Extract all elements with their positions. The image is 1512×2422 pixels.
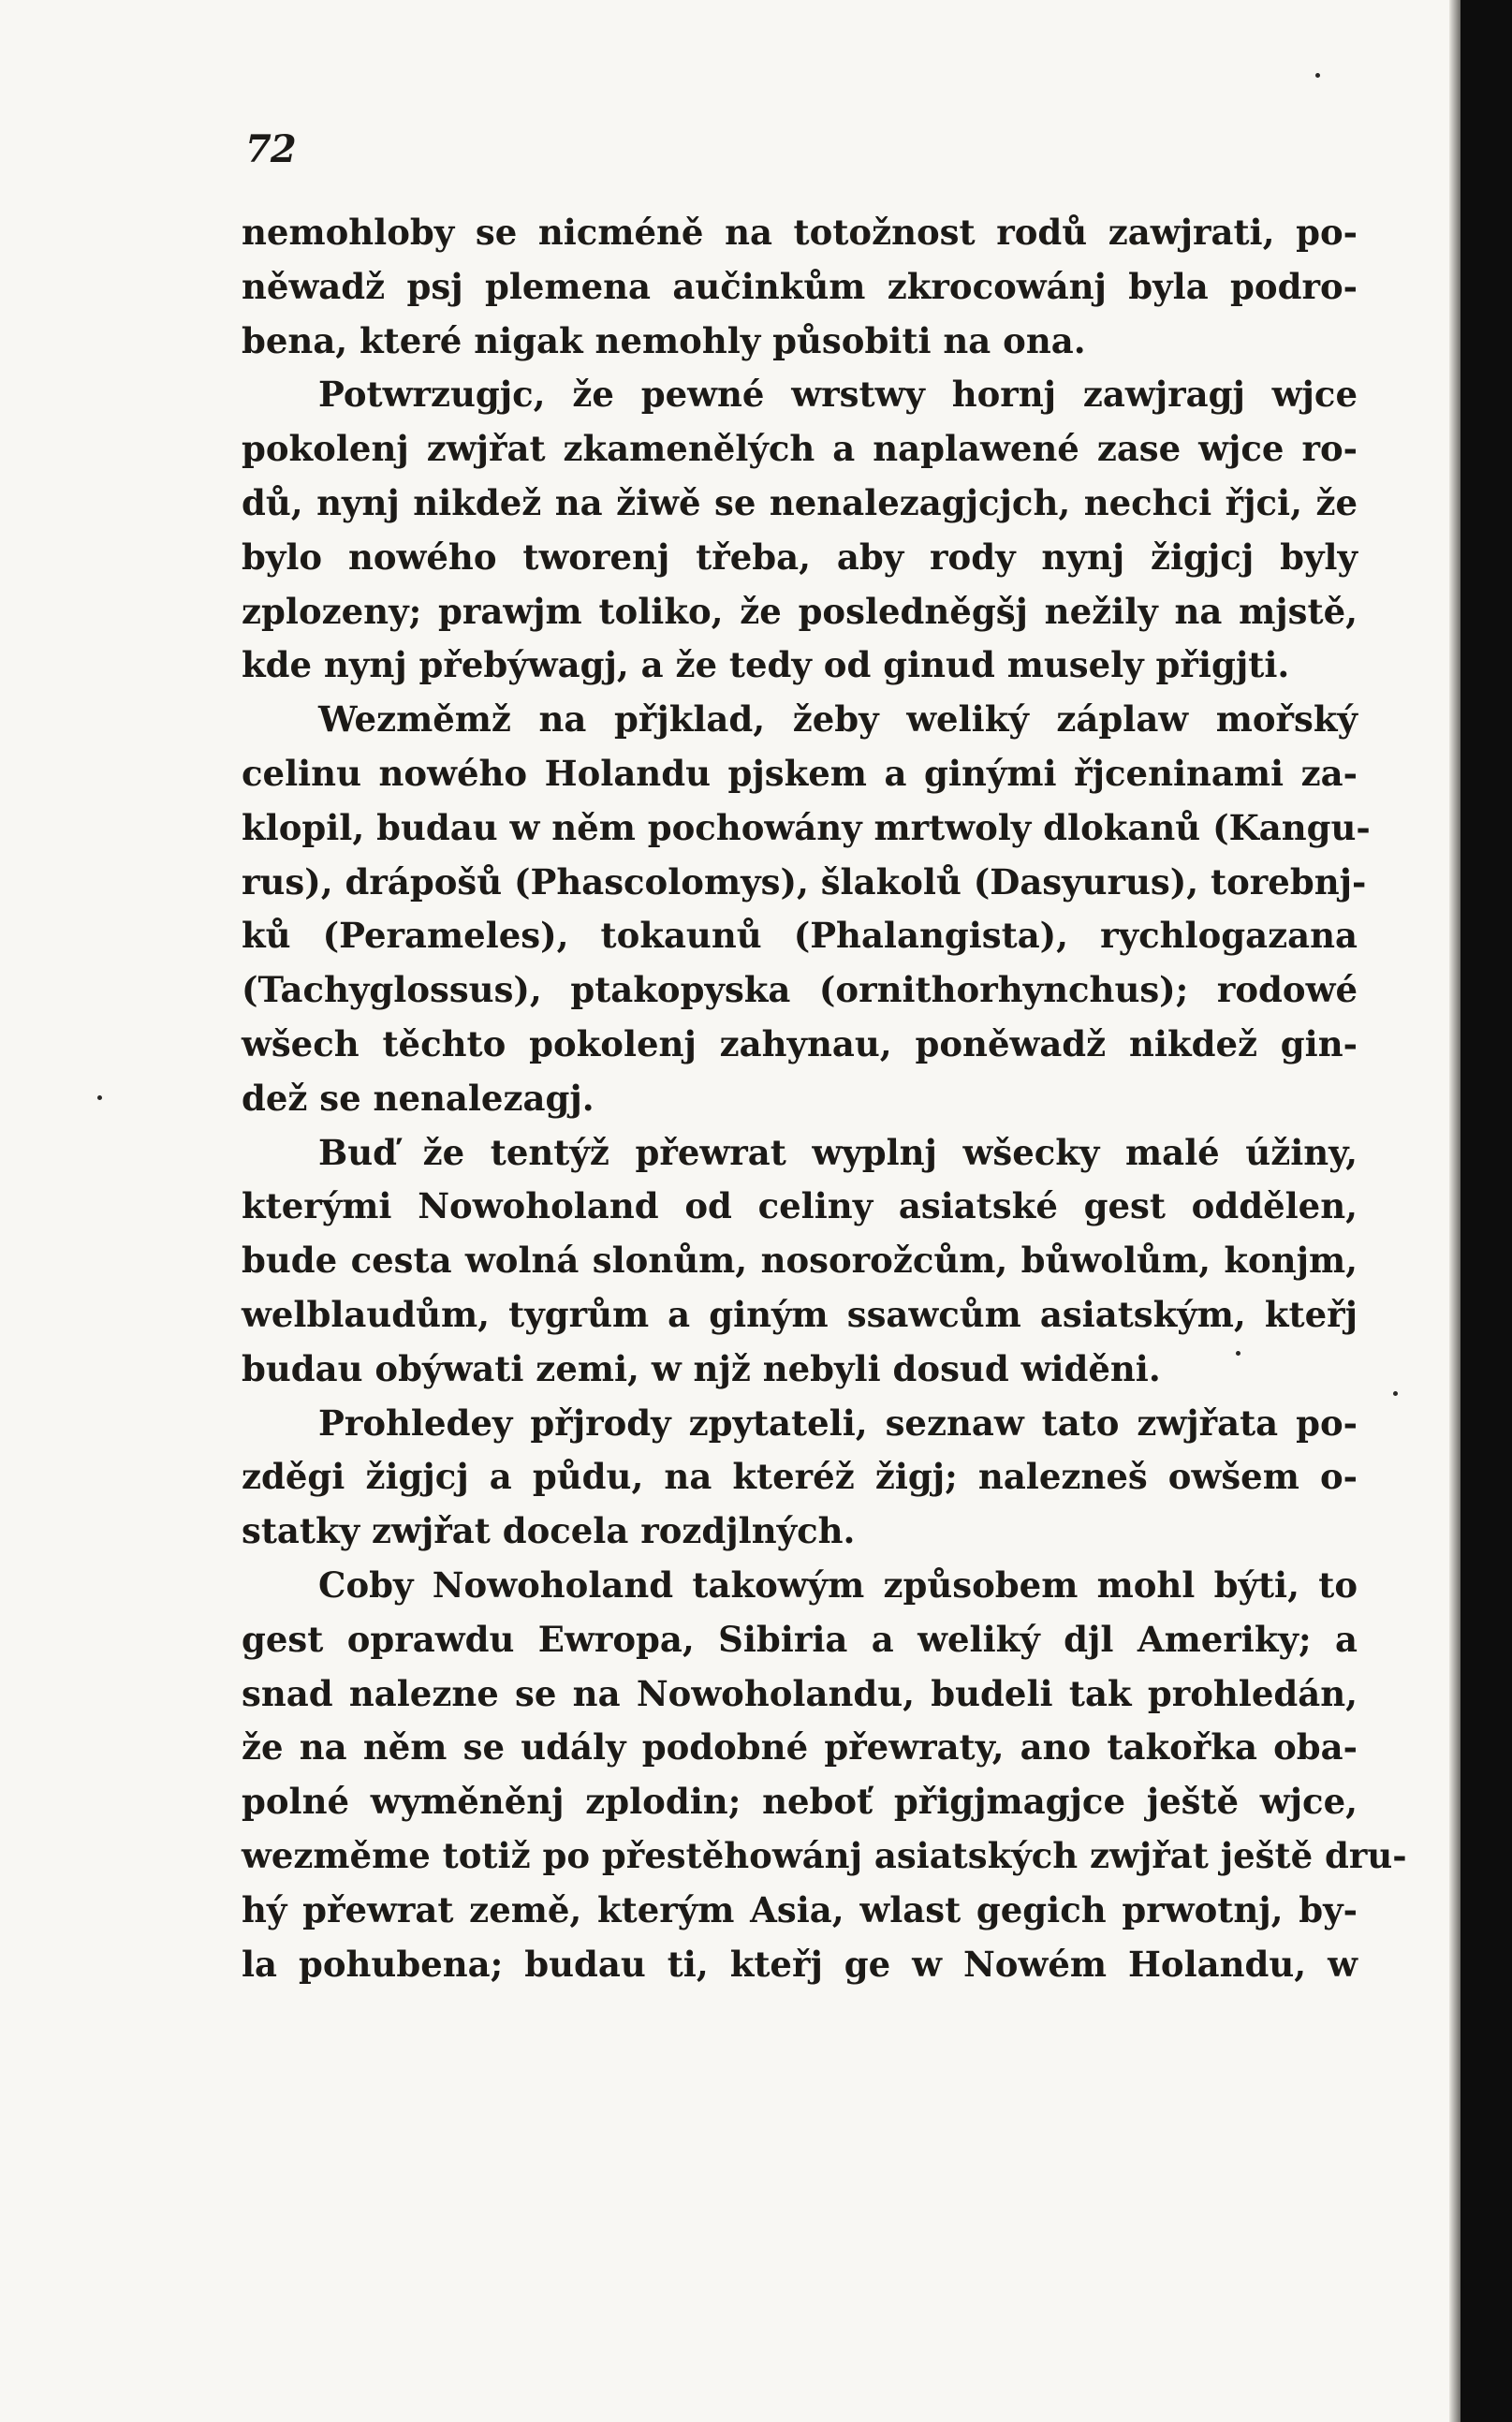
text-line: Wezměmž na přjklad, žeby weliký záplaw mořský [318,698,1358,741]
binding-strip [1461,0,1512,2422]
paper-speck [1315,73,1320,78]
paper-speck [97,1095,102,1100]
text-line: klopil, budau w něm pochowány mrtwoly dlokanů (Kangu- [242,806,1371,848]
text-line: zděgi žigjcj a půdu, na kteréž žigj; nalezneš owšem o- [242,1456,1358,1498]
text-line: bude cesta wolná slonům, nosorožcům, bůwolům, konjm, [242,1240,1358,1282]
text-line: kterými Nowoholand od celiny asiatské gest oddělen, [242,1185,1358,1227]
text-line: Coby Nowoholand takowým způsobem mohl býti, to [318,1563,1358,1606]
text-line: rus), drápošů (Phascolomys), šlakolů (Dasyurus), torebnj- [242,860,1367,903]
text-line: nemohloby se nicméně na totožnost rodů zawjrati, po- [242,212,1358,253]
text-line: welblaudům, tygrům a giným ssawcům asiatským, kteřj [242,1293,1358,1335]
paper-speck [1393,1391,1398,1396]
text-line: celinu nowého Holandu pjskem a ginými řjceninami za- [242,752,1358,794]
text-line: bena, které nigak nemohly působiti na ona. [242,319,1086,361]
body-text [242,206,1407,1991]
text-line: (Tachyglossus), ptakopyska (ornithorhynchus); rodowé [242,969,1358,1011]
text-line: Prohledey přjrody zpytateli, seznaw tato zwjřata po- [318,1402,1358,1444]
text-line: zplozeny; prawjm toliko, že posledněgšj nežily na mjstě, [242,590,1358,632]
text-line: bylo nowého tworenj třeba, aby rody nynj žigjcj byly [242,536,1358,578]
text-line: budau obýwati zemi, w njž nebyli dosud widěni. [242,1347,1161,1389]
text-line: Potwrzugjc, že pewné wrstwy hornj zawjragj wjce [318,374,1358,416]
text-line: něwadž psj plemena aučinkům zkrocowánj byla podro- [242,265,1358,307]
paper-speck [1236,1351,1240,1356]
page-edge-shadow [1449,0,1461,2422]
text-line: dež se nenalezagj. [242,1077,595,1119]
text-line: snad nalezne se na Nowoholandu, budeli tak prohledán, [242,1672,1358,1714]
text-line: gest oprawdu Ewropa, Sibiria a weliký djl Ameriky; a [242,1618,1358,1660]
text-line: statky zwjřat docela rozdjlných. [242,1510,856,1552]
text-line: wezměme totiž po přestěhowánj asiatských zwjřat ještě dru- [242,1834,1407,1876]
text-line: pokolenj zwjřat zkamenělých a naplawené zase wjce ro- [242,428,1358,470]
text-line: polné wyměněnj zplodin; neboť přigjmagjce ještě wjce, [242,1781,1358,1823]
text-line: la pohubena; budau ti, kteřj ge w Nowém Holandu, w [242,1943,1358,1985]
text-line: Buď že tentýž přewrat wyplnj wšecky malé úžiny, [318,1131,1358,1173]
text-line: hý přewrat země, kterým Asia, wlast gegich prwotnj, by- [242,1888,1358,1930]
text-line: že na něm se udály podobné přewraty, ano takořka oba- [242,1726,1358,1769]
text-line: wšech těchto pokolenj zahynau, poněwadž nikdež gin- [242,1022,1358,1064]
page-number: 72 [245,127,296,171]
text-line: kde nynj přebýwagj, a že tedy od ginud musely přigjti. [242,644,1290,686]
text-line: dů, nynj nikdež na žiwě se nenalezagjcjch, nechci řjci, že [242,481,1358,523]
text-line: ků (Perameles), tokaunů (Phalangista), rychlogazana [242,915,1358,957]
